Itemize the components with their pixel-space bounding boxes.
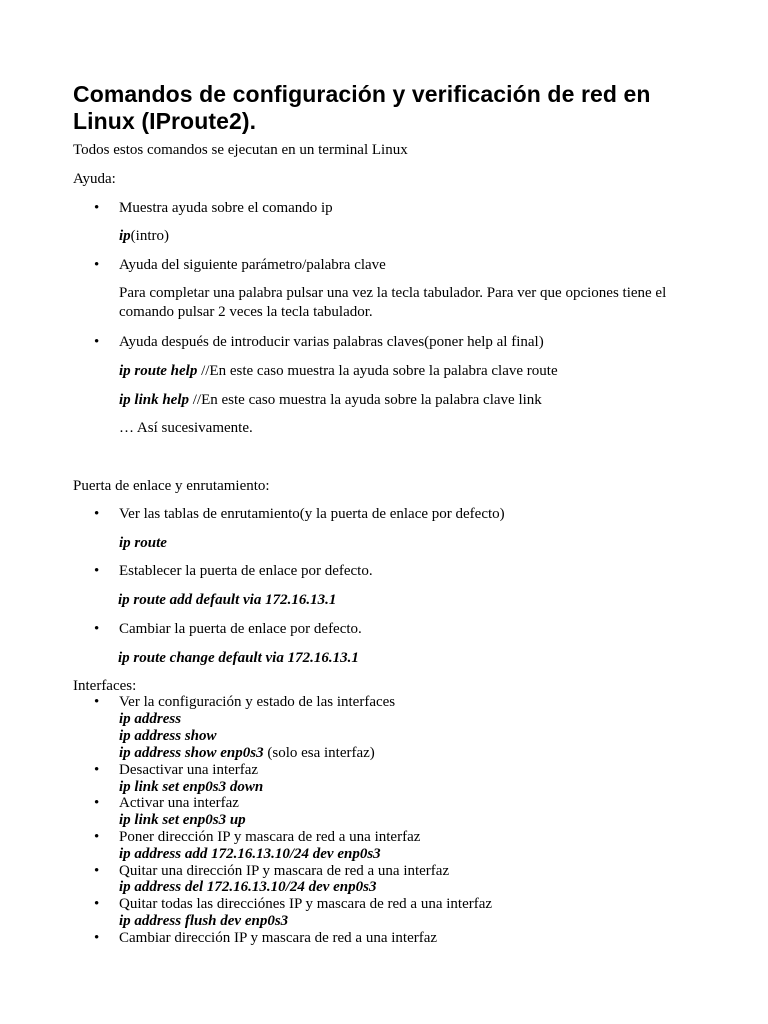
command: ip address flush dev enp0s3 bbox=[119, 913, 289, 929]
intro-text: Todos estos comandos se ejecutan en un terminal Linux bbox=[73, 142, 408, 158]
section-heading-interfaces: Interfaces: bbox=[73, 678, 137, 694]
command-line bbox=[119, 362, 558, 381]
list-item: Cambiar la puerta de enlace por defecto. bbox=[119, 621, 362, 637]
bullet: • bbox=[94, 694, 100, 710]
command-line bbox=[119, 227, 169, 246]
bullet: • bbox=[94, 506, 100, 522]
list-item: Quitar todas las direcciónes IP y mascara de red a una interfaz bbox=[119, 896, 493, 912]
command: ip link set enp0s3 down bbox=[119, 779, 264, 795]
bullet: • bbox=[94, 257, 100, 273]
command-note: //En este caso muestra la ayuda sobre la palabra clave link bbox=[189, 392, 542, 408]
bullet: • bbox=[94, 762, 100, 778]
bullet: • bbox=[94, 863, 100, 879]
bullet: • bbox=[94, 621, 100, 637]
command: ip link help bbox=[119, 392, 190, 408]
bullet: • bbox=[94, 334, 100, 350]
list-item: Cambiar dirección IP y mascara de red a una interfaz bbox=[119, 930, 438, 946]
command: ip route help bbox=[119, 363, 198, 379]
command: ip link set enp0s3 up bbox=[119, 812, 246, 828]
command: ip address add 172.16.13.10/24 dev enp0s3 bbox=[119, 846, 381, 862]
command: ip route add default via 172.16.13.1 bbox=[118, 592, 337, 608]
command: ip route change default via 172.16.13.1 bbox=[118, 650, 359, 666]
bullet: • bbox=[94, 563, 100, 579]
command-line bbox=[119, 391, 542, 410]
command: ip address del 172.16.13.10/24 dev enp0s3 bbox=[119, 879, 377, 895]
bullet: • bbox=[94, 896, 100, 912]
bullet: • bbox=[94, 795, 100, 811]
command-note: (solo esa interfaz) bbox=[263, 745, 375, 761]
command: ip route bbox=[119, 535, 167, 551]
command: ip address bbox=[119, 711, 182, 727]
bullet: • bbox=[94, 829, 100, 845]
bullet: • bbox=[94, 200, 100, 216]
command-suffix: (intro) bbox=[130, 228, 169, 244]
list-item: Ver la configuración y estado de las interfaces bbox=[119, 694, 396, 710]
command: ip address show bbox=[119, 728, 217, 744]
list-item: Establecer la puerta de enlace por defecto. bbox=[119, 563, 373, 579]
list-item: Quitar una dirección IP y mascara de red a una interfaz bbox=[119, 863, 450, 879]
command: ip bbox=[119, 228, 131, 244]
list-item: Desactivar una interfaz bbox=[119, 762, 259, 778]
list-item: Activar una interfaz bbox=[119, 795, 239, 811]
command: ip address show enp0s3 bbox=[119, 745, 264, 761]
section-heading-ayuda: Ayuda: bbox=[73, 171, 116, 187]
list-item: Ayuda del siguiente parámetro/palabra clave bbox=[119, 257, 386, 273]
list-item: Muestra ayuda sobre el comando ip bbox=[119, 200, 333, 216]
command-note: //En este caso muestra la ayuda sobre la palabra clave route bbox=[197, 363, 558, 379]
list-item: Ayuda después de introducir varias palabras claves(poner help al final) bbox=[119, 334, 544, 350]
description-paragraph: Para completar una palabra pulsar una vez la tecla tabulador. Para ver que opciones tiene el comando pulsar 2 veces la tecla tabulador. bbox=[119, 285, 667, 320]
ellipsis-note: … Así sucesivamente. bbox=[119, 420, 253, 436]
section-heading-gateway: Puerta de enlace y enrutamiento: bbox=[73, 478, 270, 494]
list-item: Poner dirección IP y mascara de red a una interfaz bbox=[119, 829, 421, 845]
bullet: • bbox=[94, 930, 100, 946]
page-title: Comandos de configuración y verificación de red en Linux (IProute2). bbox=[73, 81, 651, 134]
list-item: Ver las tablas de enrutamiento(y la puerta de enlace por defecto) bbox=[119, 506, 505, 522]
